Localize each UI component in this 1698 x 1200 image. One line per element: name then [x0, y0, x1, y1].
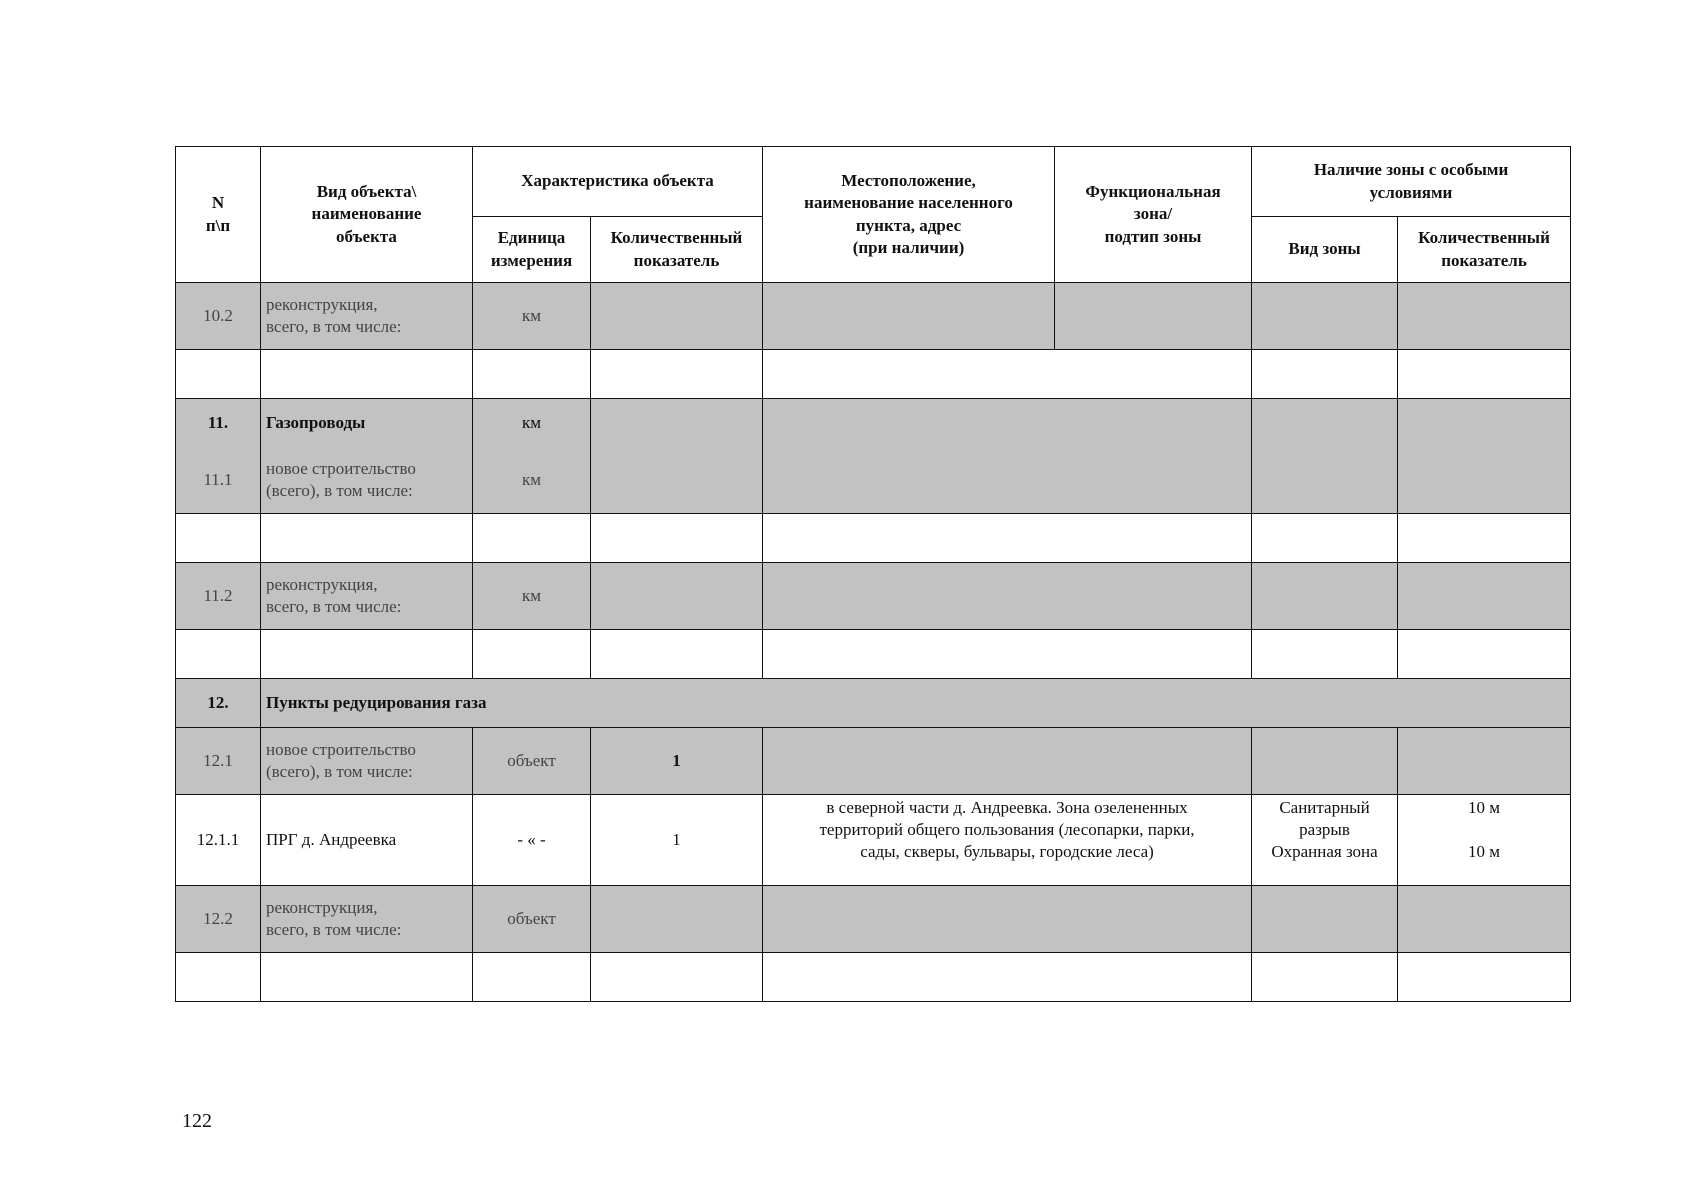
table-row-section [176, 679, 1571, 728]
row-quantity [591, 399, 763, 448]
row-location [763, 563, 1252, 630]
header-special-zone: Наличие зоны с особыми условиями [1252, 147, 1571, 217]
row-unit: объект [473, 886, 591, 953]
row-zone-type [1252, 283, 1398, 350]
row-zone-type [1252, 563, 1398, 630]
row-quantity: 1 [591, 728, 763, 795]
row-num: 11. [176, 399, 261, 448]
row-name: реконструкция, всего, в том числе: [261, 886, 473, 953]
row-functional-zone [1055, 283, 1252, 350]
row-name: Пункты редуцирования газа [261, 679, 1571, 728]
table-row-empty [176, 514, 1571, 563]
row-unit: км [473, 563, 591, 630]
row-unit: км [473, 447, 591, 514]
table-row-empty [176, 630, 1571, 679]
objects-table [175, 146, 1571, 1002]
header-object-type: Вид объекта\ наименование объекта [261, 147, 473, 283]
row-quantity [591, 283, 763, 350]
row-zone-quantity: 10 м 10 м [1398, 795, 1571, 886]
row-unit: км [473, 399, 591, 448]
header-unit: Единица измерения [473, 217, 591, 283]
row-unit: км [473, 283, 591, 350]
row-zone-type [1252, 886, 1398, 953]
table-row [176, 795, 1571, 886]
table-row [176, 283, 1571, 350]
row-name: новое строительство (всего), в том числе: [261, 447, 473, 514]
row-location [763, 886, 1252, 953]
row-quantity [591, 447, 763, 514]
table-row-empty [176, 953, 1571, 1002]
row-zone-quantity [1398, 563, 1571, 630]
row-location [763, 399, 1252, 514]
row-name: реконструкция, всего, в том числе: [261, 283, 473, 350]
row-location [763, 728, 1252, 795]
row-num: 12.2 [176, 886, 261, 953]
row-num: 11.2 [176, 563, 261, 630]
row-zone-quantity [1398, 283, 1571, 350]
row-num: 12. [176, 679, 261, 728]
row-num: 12.1.1 [176, 795, 261, 886]
row-zone-quantity [1398, 728, 1571, 795]
header-functional-zone: Функциональная зона/ подтип зоны [1055, 147, 1252, 283]
row-location [763, 283, 1055, 350]
row-location: в северной части д. Андреевка. Зона озелененных территорий общего пользования (лесопарки, парки, сады, скверы, бульвары, городские леса) [763, 795, 1252, 886]
row-quantity: 1 [591, 795, 763, 886]
header-quantity: Количественный показатель [591, 217, 763, 283]
row-num: 12.1 [176, 728, 261, 795]
table-row [176, 563, 1571, 630]
row-zone-type [1252, 728, 1398, 795]
header-zone-quantity: Количественный показатель [1398, 217, 1571, 283]
row-quantity [591, 886, 763, 953]
header-num: N п\п [176, 147, 261, 283]
row-unit: объект [473, 728, 591, 795]
row-num: 11.1 [176, 447, 261, 514]
header-location: Местоположение, наименование населенного пункта, адрес (при наличии) [763, 147, 1055, 283]
row-zone-quantity [1398, 886, 1571, 953]
table-row [176, 399, 1571, 448]
table-row [176, 728, 1571, 795]
table-row-empty [176, 350, 1571, 399]
row-zone-type: Санитарный разрыв Охранная зона [1252, 795, 1398, 886]
row-num: 10.2 [176, 283, 261, 350]
row-zone-type [1252, 399, 1398, 514]
row-name: реконструкция, всего, в том числе: [261, 563, 473, 630]
table-row [176, 886, 1571, 953]
row-name: Газопроводы [261, 399, 473, 448]
row-zone-quantity [1398, 399, 1571, 514]
row-name: ПРГ д. Андреевка [261, 795, 473, 886]
header-characteristic: Характеристика объекта [473, 147, 763, 217]
header-zone-type: Вид зоны [1252, 217, 1398, 283]
row-quantity [591, 563, 763, 630]
row-unit: - « - [473, 795, 591, 886]
page-number: 122 [182, 1110, 212, 1132]
row-name: новое строительство (всего), в том числе: [261, 728, 473, 795]
